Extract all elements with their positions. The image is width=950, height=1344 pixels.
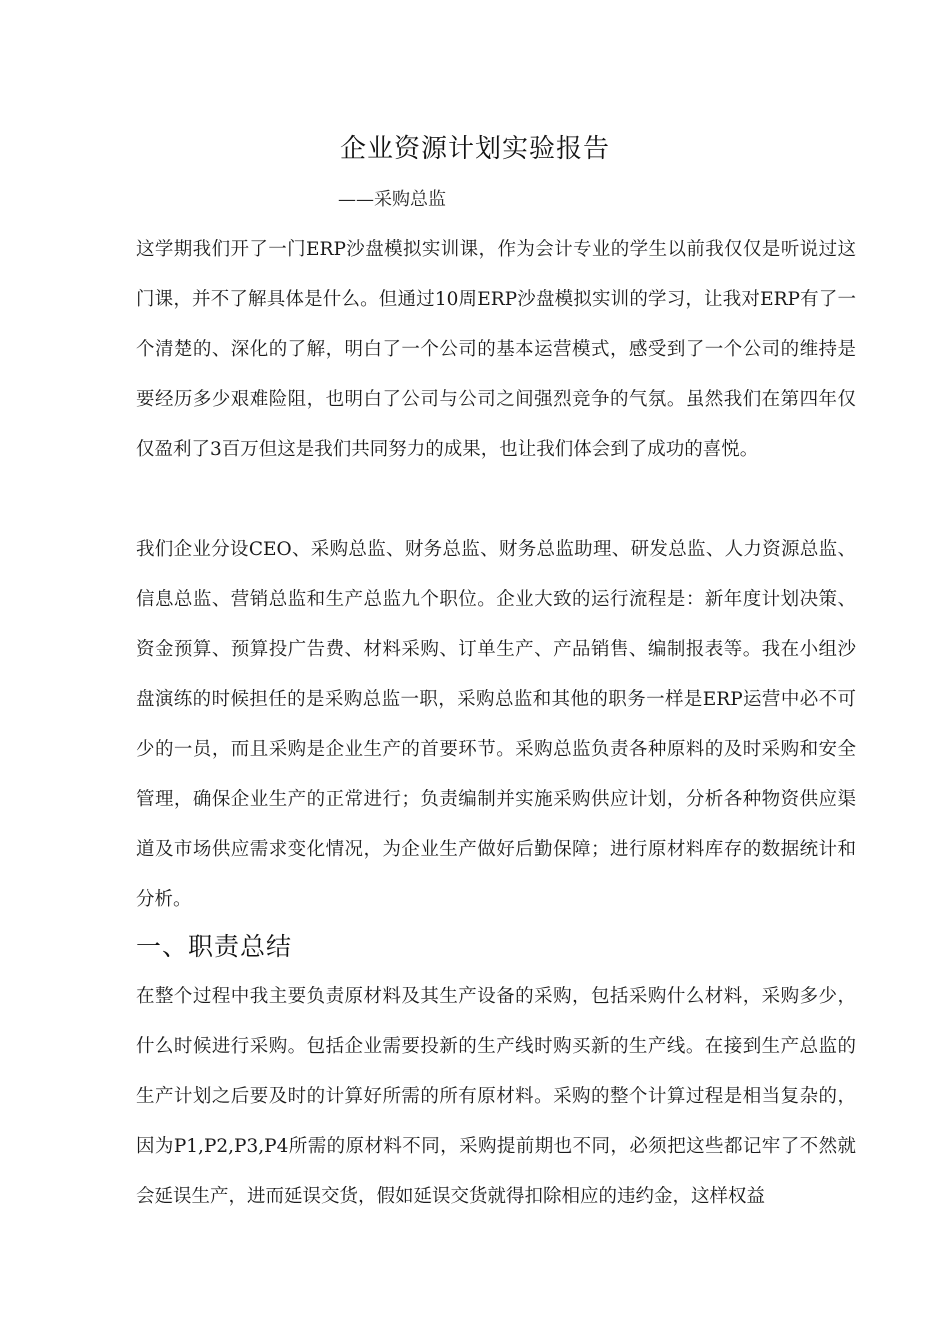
document-title: 企业资源计划实验报告 [339,134,610,164]
section-heading: 一、职责总结 [136,932,293,961]
document-subtitle: ——采购总监 [338,189,446,210]
intro-paragraph: 这学期我们开了一门ERP沙盘模拟实训课，作为会计专业的学生以前我仅仅是听说过这门课，并不了解具体是什么。但通过10周ERP沙盘模拟实训的学习，让我对ERP有了一个清楚的、深化的了解，明白了一个公司的基本运营模式，感受到了一个公司的维持是要经历多少艰难险阻，也明白了公司与公司之间强烈竞争的气氛。虽然我们在第四年仅仅盈利了3百万但这是我们共同努力的成果，也让我们体会到了成功的喜悦。 [136,239,856,460]
section-paragraph: 在整个过程中我主要负责原材料及其生产设备的采购，包括采购什么材料，采购多少，什么时候进行采购。包括企业需要投新的生产线时购买新的生产线。在接到生产总监的生产计划之后要及时的计算好所需的所有原材料。采购的整个计算过程是相当复杂的，因为P1,P2,P3,P4所需的原材料不同，采购提前期也不同，必须把这些都记牢了不然就会延误生产，进而延误交货，假如延误交货就得扣除相应的违约金，这样权益 [136,986,856,1207]
roles-paragraph: 我们企业分设CEO、采购总监、财务总监、财务总监助理、研发总监、人力资源总监、信息总监、营销总监和生产总监九个职位。企业大致的运行流程是：新年度计划决策、资金预算、预算投广告费、材料采购、订单生产、产品销售、编制报表等。我在小组沙盘演练的时候担任的是采购总监一职，采购总监和其他的职务一样是ERP运营中必不可少的一员，而且采购是企业生产的首要环节。采购总监负责各种原料的及时采购和安全管理，确保企业生产的正常进行；负责编制并实施采购供应计划，分析各种物资供应渠道及市场供应需求变化情况，为企业生产做好后勤保障；进行原材料库存的数据统计和分析。 [136,539,856,910]
